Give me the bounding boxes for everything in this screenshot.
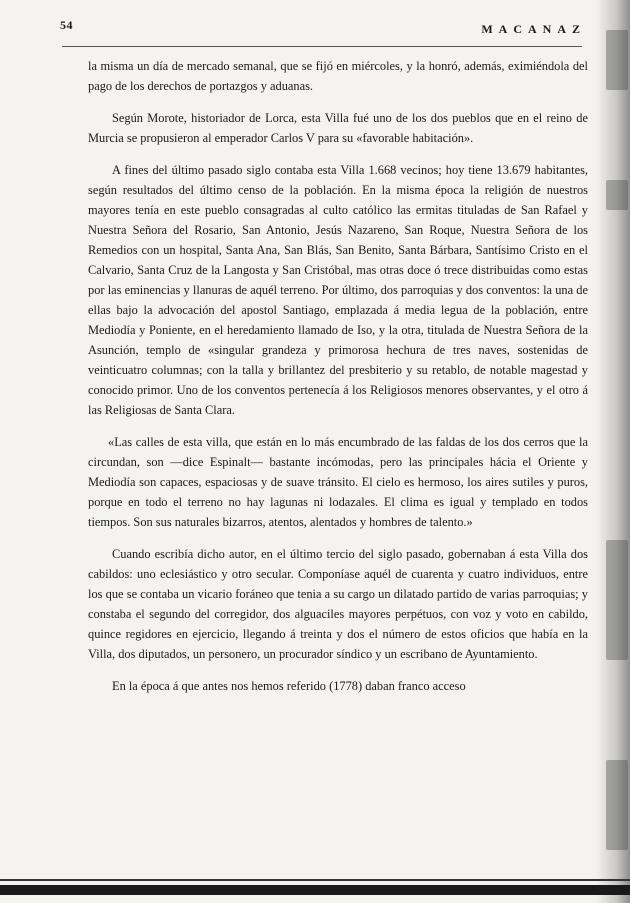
scan-speckle xyxy=(606,760,628,850)
bottom-scan-line xyxy=(0,879,630,881)
paragraph: Cuando escribía dicho autor, en el último tercio del siglo pasado, gobernaban á esta Villa dos cabildos: uno eclesiástico y otro secular. Componíase aquél de cuarenta y cuatro individuos, entre los que se contaba un vicario foráneo que tenia a su cargo un dilatado partido de varias parroquias; y constaba el segundo del corregidor, dos alguaciles mayores perpétuos, con voz y voto en cabildo, quince regidores en ejercicio, llegando á treinta y dos el número de estos oficios que había en la Villa, dos diputados, un personero, un procurador síndico y un escribano de Ayuntamiento. xyxy=(88,547,588,661)
running-head: MACANAZ xyxy=(481,22,586,36)
paragraph: En la época á que antes nos hemos referido (1778) daban franco acceso xyxy=(112,679,466,693)
bottom-scan-bar xyxy=(0,885,630,895)
body-text xyxy=(88,56,588,708)
paragraph: la misma un día de mercado semanal, que se fijó en miércoles, y la honró, además, eximiéndola del pago de los derechos de portazgos y aduanas. xyxy=(88,59,588,93)
scan-speckle xyxy=(606,30,628,90)
quoted-paragraph: «Las calles de esta villa, que están en lo más encumbrado de las faldas de los dos cerros que la circundan, son —dice Espinalt— bastante incómodas, pero las principales hácia el Oriente y Mediodía son capaces, espaciosas y de suave tránsito. El cielo es hermoso, los aires sutiles y puros, porque en todo el terreno no hay lagunas ni lodazales. El clima es igual y templado en todos tiempos. Son sus naturales bizarros, atentos, alentados y hombres de talento.» xyxy=(88,435,588,529)
scan-speckle xyxy=(606,180,628,210)
paragraph: A fines del último pasado siglo contaba esta Villa 1.668 vecinos; hoy tiene 13.679 habitantes, según resultados del último censo de la población. En la misma época la religión de nuestros mayores tenía en este pueblo consagradas al culto católico las ermitas tituladas de San Rafael y Nuestra Señora del Rosario, San Antonio, Jesús Nazareno, San Roque, Nuestra Señora de los Remedios con un hospital, Santa Ana, San Blás, San Benito, Santa Bárbara, Santísimo Cristo en el Calvario, Santa Cruz de la Langosta y San Cristóbal, mas otras doce ó trece distribuidas como estas por las eminencias y llanuras de aquél terreno. Por último, dos parroquias y dos conventos: la una de ellas bajo la advocación del apostol Santiago, emplazada á media legua de la población, entre Mediodía y Poniente, en el heredamiento llamado de Iso, y la otra, titulada de Nuestra Señora de la Asunción, templo de «singular grandeza y primorosa hechura de tres naves, sostenidas de veinticuatro columnas; con la talla y brillantez del presbiterio y su retablo, de notable magestad y conocido primor. Uno de los conventos pertenecía á los Religiosos menores observantes, y el otro á las Religiosas de Santa Clara. xyxy=(88,163,588,417)
header-rule xyxy=(62,46,582,47)
scan-speckle xyxy=(606,540,628,660)
scan-edge-shadow xyxy=(596,0,630,903)
paragraph: Según Morote, historiador de Lorca, esta Villa fué uno de los dos pueblos que en el reino de Murcia se propusieron al emperador Carlos V para su «favorable habitación». xyxy=(88,111,588,145)
page-number: 54 xyxy=(60,18,73,32)
